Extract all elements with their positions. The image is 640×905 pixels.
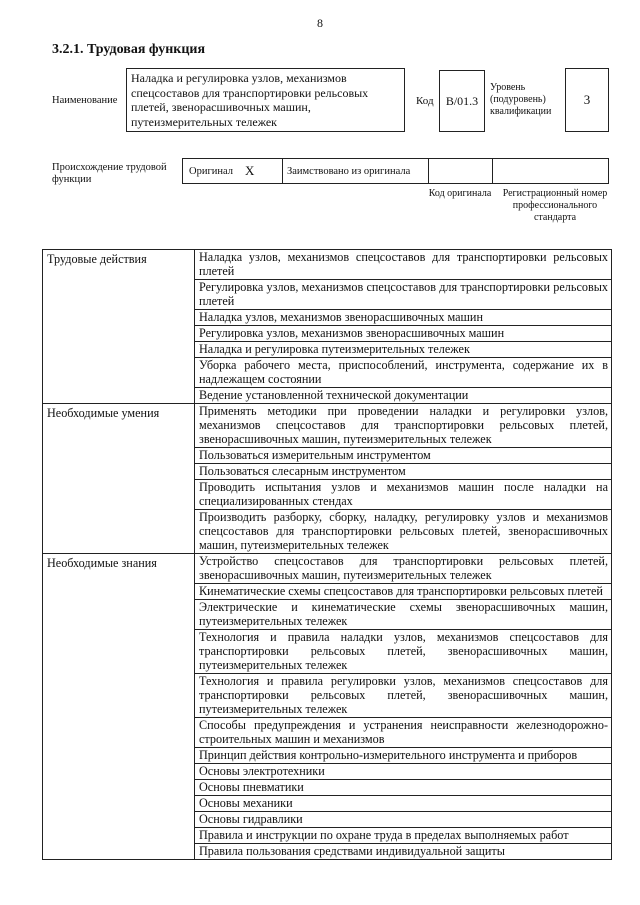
- code-value: B/01.3: [445, 93, 479, 108]
- borrowed-cell: [283, 159, 429, 183]
- list-item: Принцип действия контрольно-измерительного инструмента и приборов: [195, 748, 611, 764]
- origin-row: [182, 158, 609, 184]
- list-item: Основы механики: [195, 796, 611, 812]
- list-item: Наладка узлов, механизмов спецсоставов для транспортировки рельсовых плетей: [195, 250, 611, 280]
- list-item: Устройство спецсоставов для транспортировки рельсовых плетей, звенорасшивочных машин, путеизмерительных тележек: [195, 554, 611, 584]
- category-cell: Необходимые знания: [43, 554, 195, 860]
- list-item: Способы предупреждения и устранения неисправности железнодорожно-строительных машин и механизмов: [195, 718, 611, 748]
- labor-function-table: [42, 249, 612, 860]
- items-cell: [195, 250, 612, 404]
- page-number: 8: [317, 16, 323, 30]
- list-item: Уборка рабочего места, приспособлений, инструмента, содержание их в надлежащем состоянии: [195, 358, 611, 388]
- list-item: Основы гидравлики: [195, 812, 611, 828]
- original-label: Оригинал: [189, 165, 233, 177]
- list-item: Электрические и кинематические схемы звенорасшивочных машин, путеизмерительных тележек: [195, 600, 611, 630]
- reg-caption: Регистрационный номер профессионального стандарта: [502, 188, 608, 223]
- category-cell: Трудовые действия: [43, 250, 195, 404]
- section-title: 3.2.1. Трудовая функция: [52, 42, 206, 57]
- list-item: Технология и правила регулировки узлов, механизмов спецсоставов для транспортировки рельсовых плетей, звенорасшивочных машин, путеизмерительных тележек: [195, 674, 611, 718]
- code-box: [439, 70, 485, 132]
- function-name: Наладка и регулировка узлов, механизмов спецсоставов для транспортировки рельсовых плетей, звенорасшивочных машин, путеизмерительных тележек: [131, 71, 369, 129]
- list-item: Ведение установленной технической документации: [199, 388, 469, 402]
- list-item: Наладка узлов, механизмов звенорасшивочных машин: [195, 310, 611, 326]
- borrowed-label: Заимствовано из оригинала: [287, 165, 411, 177]
- list-item: Наладка и регулировка путеизмерительных тележек: [195, 342, 611, 358]
- table-row: [43, 250, 612, 404]
- list-item: Кинематические схемы спецсоставов для транспортировки рельсовых плетей: [195, 584, 611, 600]
- list-item: Правила и инструкции по охране труда в пределах выполняемых работ: [195, 828, 611, 844]
- name-label: Наименование: [52, 95, 118, 106]
- list-item: Регулировка узлов, механизмов звенорасшивочных машин: [195, 326, 611, 342]
- list-item: Основы пневматики: [195, 780, 611, 796]
- table-row: [43, 404, 612, 554]
- items-cell: [195, 554, 612, 860]
- list-item: Регулировка узлов, механизмов спецсоставов для транспортировки рельсовых плетей: [195, 280, 611, 310]
- list-item: Производить разборку, сборку, наладку, регулировку узлов и механизмов спецсоставов для транспортировки рельсовых плетей, звенорасшивочных машин, путеизмерительных тележек: [199, 510, 608, 552]
- code-label: Код: [416, 95, 434, 107]
- original-cell: [183, 159, 283, 183]
- list-item: Основы электротехники: [195, 764, 611, 780]
- code-caption: Код оригинала: [428, 188, 492, 199]
- function-name-box: [126, 68, 405, 132]
- origin-code-cell: [429, 159, 493, 183]
- items-cell: [195, 404, 612, 554]
- level-box: [565, 68, 609, 132]
- list-item: Правила пользования средствами индивидуальной защиты: [199, 844, 505, 858]
- list-item: Применять методики при проведении наладки и регулировки узлов, механизмов спецсоставов для транспортировки рельсовых плетей, звенорасшивочных машин, путеизмерительных тележек: [195, 404, 611, 448]
- reg-number-cell: [493, 159, 608, 183]
- list-item: Технология и правила наладки узлов, механизмов спецсоставов для транспортировки рельсовых плетей, звенорасшивочных машин, путеизмерительных тележек: [195, 630, 611, 674]
- list-item: Пользоваться слесарным инструментом: [195, 464, 611, 480]
- original-mark: X: [245, 163, 255, 178]
- origin-label: Происхождение трудовой функции: [52, 162, 167, 185]
- level-label: Уровень (подуровень) квалификации: [490, 82, 552, 117]
- list-item: Пользоваться измерительным инструментом: [195, 448, 611, 464]
- list-item: Проводить испытания узлов и механизмов машин после наладки на специализированных стендах: [195, 480, 611, 510]
- table-row: [43, 554, 612, 860]
- level-value: 3: [583, 92, 591, 107]
- category-cell: Необходимые умения: [43, 404, 195, 554]
